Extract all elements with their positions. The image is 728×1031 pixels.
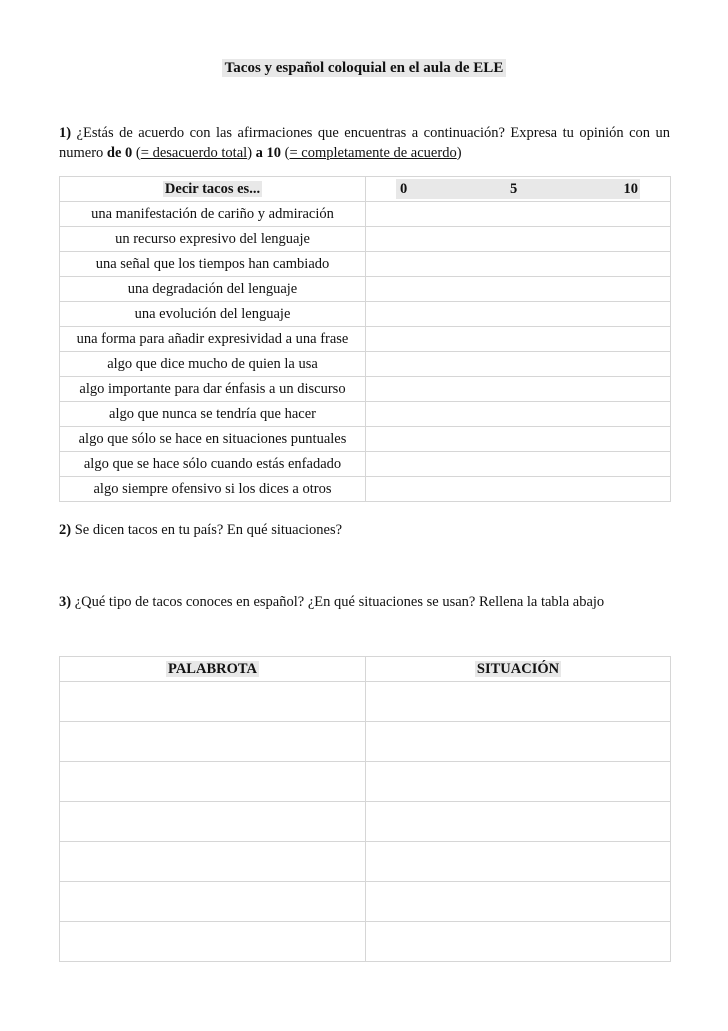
statement-cell: una evolución del lenguaje <box>60 302 366 327</box>
statement-cell: algo siempre ofensivo si los dices a otros <box>60 477 366 502</box>
question-3-text: ¿Qué tipo de tacos conoces en español? ¿En qué situaciones se usan? Rellena la tabla abajo <box>71 594 605 610</box>
score-answer-cell[interactable] <box>366 427 671 452</box>
situacion-answer-cell[interactable] <box>366 762 671 802</box>
question-2-text: Se dicen tacos en tu país? En qué situaciones? <box>71 522 343 538</box>
situacion-answer-cell[interactable] <box>366 802 671 842</box>
table-row <box>60 377 671 402</box>
palabrota-answer-cell[interactable] <box>60 882 366 922</box>
question-1-text-d: ( <box>281 145 290 161</box>
score-answer-cell[interactable] <box>366 377 671 402</box>
score-answer-cell[interactable] <box>366 352 671 377</box>
situacion-answer-cell[interactable] <box>366 722 671 762</box>
scale-mid: 5 <box>510 181 518 197</box>
question-1-text-a: ¿Estás de acuerdo con las afirmaciones que encuentras a continuación? Expresa tu opinión con un numero <box>59 125 670 161</box>
statement-cell: algo que sólo se hace en situaciones puntuales <box>60 427 366 452</box>
scale-max: 10 <box>623 181 638 197</box>
opinion-table <box>59 176 671 502</box>
table-row <box>60 327 671 352</box>
palabrota-answer-cell[interactable] <box>60 922 366 962</box>
question-3-number: 3) <box>59 594 72 610</box>
palabrota-answer-cell[interactable] <box>60 842 366 882</box>
table-row <box>60 722 671 762</box>
document-title <box>0 60 728 77</box>
table-row <box>60 227 671 252</box>
score-answer-cell[interactable] <box>366 327 671 352</box>
situacion-answer-cell[interactable] <box>366 842 671 882</box>
question-3 <box>59 594 604 611</box>
question-1-text-c: ) <box>247 145 256 161</box>
score-answer-cell[interactable] <box>366 452 671 477</box>
score-answer-cell[interactable] <box>366 227 671 252</box>
question-1-bold-a: de 0 <box>106 145 133 161</box>
swearword-table-header <box>60 657 671 682</box>
table-row <box>60 922 671 962</box>
table-row <box>60 842 671 882</box>
palabrota-answer-cell[interactable] <box>60 722 366 762</box>
palabrota-column-header: PALABROTA <box>60 657 366 682</box>
question-1-text-e: ) <box>456 145 462 161</box>
question-1 <box>59 123 670 163</box>
scale-bar <box>396 179 640 199</box>
scale-min: 0 <box>400 181 408 197</box>
question-2 <box>59 522 342 539</box>
statement-cell: una señal que los tiempos han cambiado <box>60 252 366 277</box>
score-answer-cell[interactable] <box>366 402 671 427</box>
question-2-number: 2) <box>59 522 72 538</box>
table-row <box>60 882 671 922</box>
statement-column-header: Decir tacos es... <box>60 177 366 202</box>
table-row <box>60 277 671 302</box>
opinion-table-header <box>60 177 671 202</box>
question-1-number: 1) <box>59 125 72 141</box>
situacion-answer-cell[interactable] <box>366 682 671 722</box>
score-answer-cell[interactable] <box>366 202 671 227</box>
swearword-table <box>59 656 671 962</box>
table-row <box>60 202 671 227</box>
score-answer-cell[interactable] <box>366 302 671 327</box>
statement-cell: algo que dice mucho de quien la usa <box>60 352 366 377</box>
table-row <box>60 427 671 452</box>
question-1-text-b: ( <box>132 145 141 161</box>
title-text: Tacos y español coloquial en el aula de ELE <box>222 59 507 77</box>
question-1-underline-a: = desacuerdo total <box>140 145 248 161</box>
situacion-answer-cell[interactable] <box>366 882 671 922</box>
situacion-column-header: SITUACIÓN <box>366 657 671 682</box>
situacion-answer-cell[interactable] <box>366 922 671 962</box>
question-1-bold-b: a 10 <box>255 145 282 161</box>
statement-cell: algo importante para dar énfasis a un discurso <box>60 377 366 402</box>
statement-cell: algo que se hace sólo cuando estás enfadado <box>60 452 366 477</box>
table-row <box>60 802 671 842</box>
score-answer-cell[interactable] <box>366 477 671 502</box>
question-1-underline-b: = completamente de acuerdo <box>289 145 457 161</box>
table-row <box>60 762 671 802</box>
statement-cell: un recurso expresivo del lenguaje <box>60 227 366 252</box>
table-row <box>60 682 671 722</box>
table-row <box>60 452 671 477</box>
palabrota-answer-cell[interactable] <box>60 762 366 802</box>
statement-cell: algo que nunca se tendría que hacer <box>60 402 366 427</box>
scale-column-header <box>366 177 671 202</box>
palabrota-answer-cell[interactable] <box>60 682 366 722</box>
statement-cell: una manifestación de cariño y admiración <box>60 202 366 227</box>
statement-cell: una degradación del lenguaje <box>60 277 366 302</box>
table-row <box>60 252 671 277</box>
palabrota-answer-cell[interactable] <box>60 802 366 842</box>
table-row <box>60 352 671 377</box>
score-answer-cell[interactable] <box>366 252 671 277</box>
statement-cell: una forma para añadir expresividad a una frase <box>60 327 366 352</box>
score-answer-cell[interactable] <box>366 277 671 302</box>
table-row <box>60 477 671 502</box>
table-row <box>60 302 671 327</box>
table-row <box>60 402 671 427</box>
